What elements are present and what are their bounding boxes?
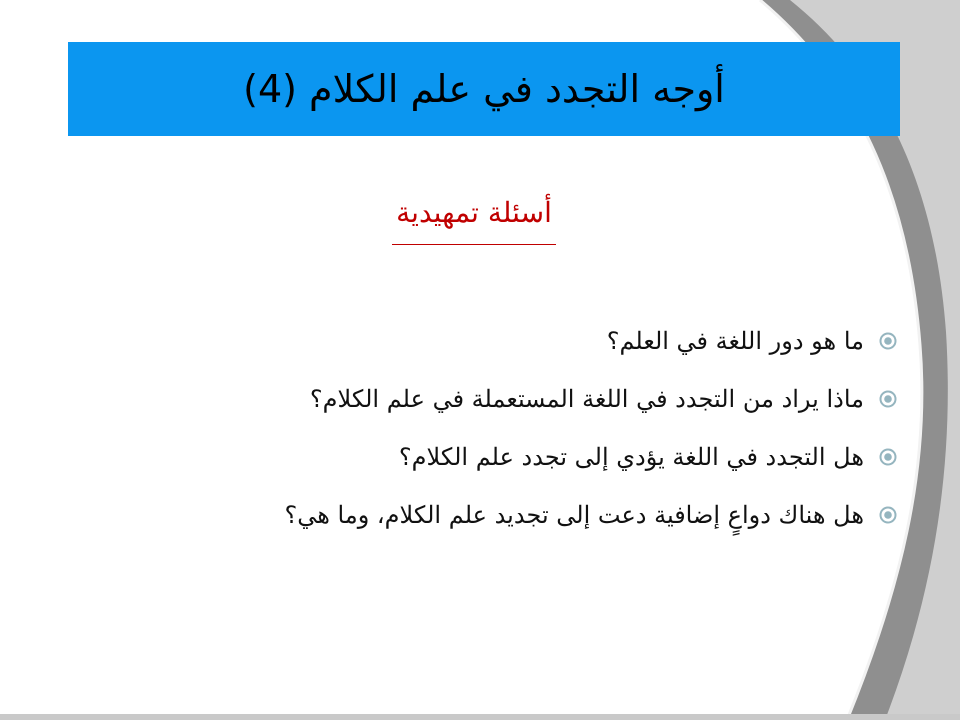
question-text: هل التجدد في اللغة يؤدي إلى تجدد علم الكلام؟ bbox=[398, 442, 864, 471]
question-item bbox=[178, 428, 898, 486]
slide-subtitle: أسئلة تمهيدية bbox=[392, 188, 556, 245]
question-text: ما هو دور اللغة في العلم؟ bbox=[606, 326, 864, 355]
slide-title: أوجه التجدد في علم الكلام (4) bbox=[243, 67, 725, 111]
question-text: ماذا يراد من التجدد في اللغة المستعملة في علم الكلام؟ bbox=[309, 384, 864, 413]
radio-bullet-icon bbox=[878, 505, 898, 525]
question-item bbox=[178, 312, 898, 370]
question-list bbox=[178, 312, 898, 544]
question-item bbox=[178, 486, 898, 544]
question-text: هل هناك دواعٍ إضافية دعت إلى تجديد علم الكلام، وما هي؟ bbox=[284, 500, 864, 529]
title-bar bbox=[68, 42, 900, 136]
radio-bullet-icon bbox=[878, 389, 898, 409]
question-item bbox=[178, 370, 898, 428]
radio-bullet-icon bbox=[878, 447, 898, 467]
radio-bullet-icon bbox=[878, 331, 898, 351]
